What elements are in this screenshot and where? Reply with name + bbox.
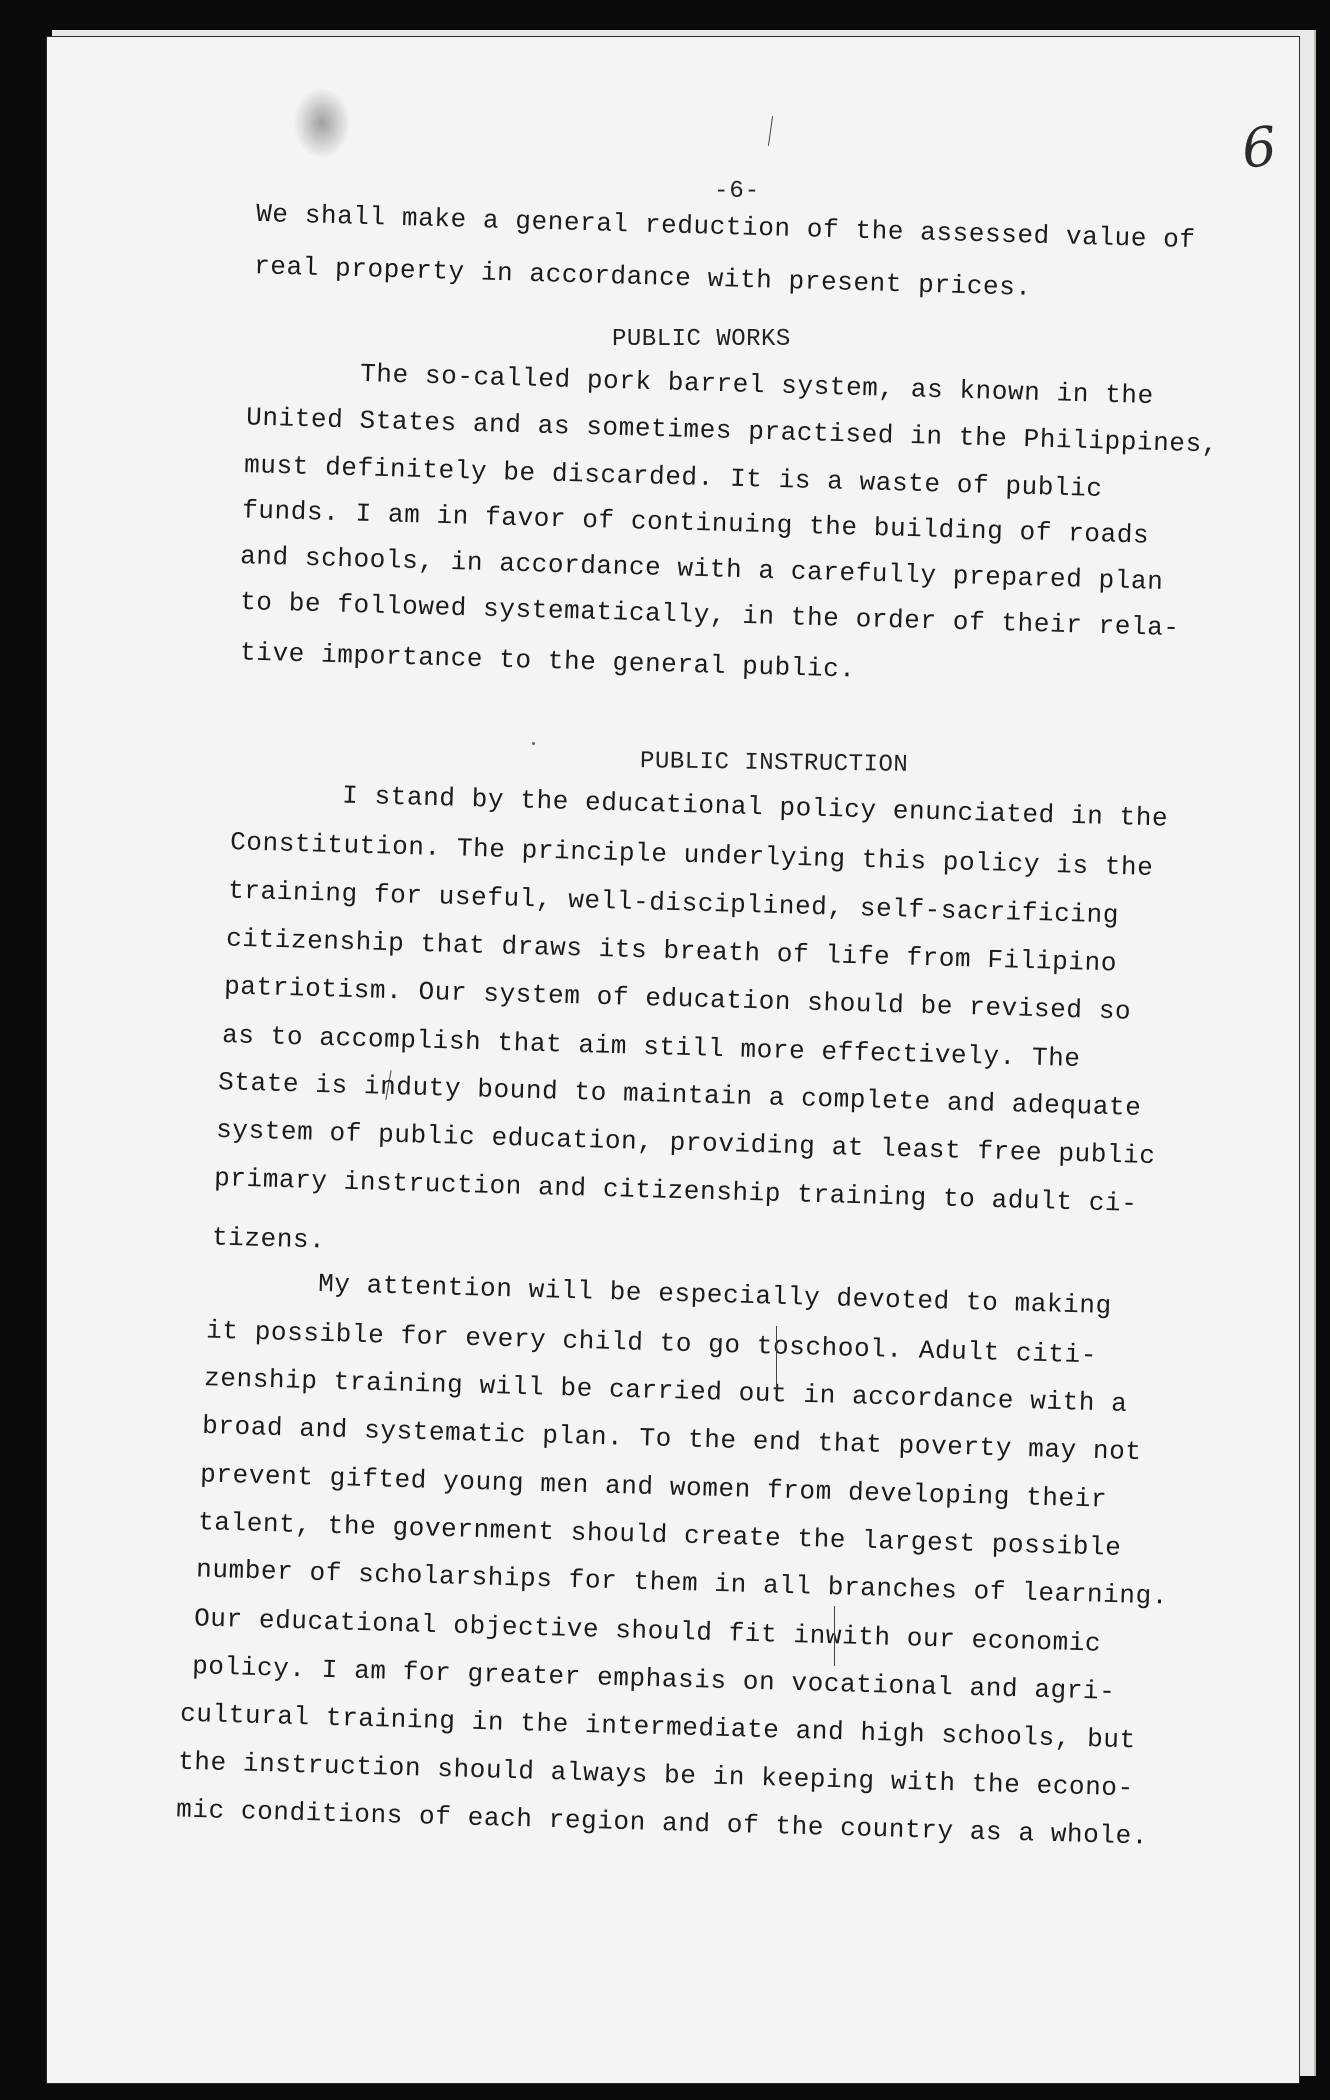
text-line: funds. I am in favor of continuing the building of roads	[241, 495, 1150, 551]
section-heading: PUBLIC WORKS	[612, 326, 791, 353]
text-line: tive importance to the general public.	[239, 637, 857, 685]
text-line: and schools, in accordance with a carefully prepared plan	[239, 541, 1164, 597]
document-page	[46, 36, 1300, 2084]
section-heading: PUBLIC INSTRUCTION	[639, 748, 909, 779]
text-line: We shall make a general reduction of the assessed value of	[255, 198, 1196, 256]
handwritten-folio-number: 6	[1238, 114, 1280, 181]
text-line: Our educational objective should fit inwith our economic	[193, 1603, 1102, 1659]
page-number: -6-	[714, 178, 761, 205]
text-line: number of scholarships for them in all branches of learning.	[195, 1554, 1169, 1612]
pencil-mark	[768, 116, 773, 146]
text-line: policy. I am for greater emphasis on vocational and agri-	[191, 1651, 1116, 1707]
text-line: tizens.	[211, 1222, 326, 1256]
text-line: prevent gifted young men and women from developing their	[199, 1459, 1108, 1515]
text-line: the instruction should always be in keeping with the econo-	[177, 1746, 1135, 1804]
text-line: training for useful, well-disciplined, self-sacrificing	[227, 875, 1120, 931]
pencil-mark	[834, 1606, 835, 1666]
text-line: Constitution. The principle underlying this policy is the	[229, 827, 1154, 883]
ink-speck	[532, 742, 535, 745]
text-line: broad and systematic plan. To the end that poverty may not	[201, 1410, 1142, 1468]
text-line: zenship training will be carried out in accordance with a	[203, 1363, 1128, 1419]
text-line: as to accomplish that aim still more effectively. The	[221, 1020, 1081, 1074]
text-line: it possible for every child to go toschool. Adult citi-	[205, 1315, 1098, 1371]
text-line: must definitely be discarded. It is a waste of public	[243, 450, 1103, 504]
text-line: My attention will be especially devoted to making	[317, 1268, 1113, 1322]
text-line: citizenship that draws its breath of life from Filipino	[225, 923, 1118, 979]
text-line: cultural training in the intermediate and high schools, but	[179, 1698, 1137, 1756]
text-line: real property in accordance with present prices.	[253, 251, 1033, 303]
text-line: primary instruction and citizenship training to adult ci-	[213, 1163, 1138, 1219]
text-line: system of public education, providing at least free public	[215, 1114, 1156, 1172]
text-line: The so-called pork barrel system, as known in the	[359, 358, 1155, 412]
text-line: to be followed systematically, in the order of their rela-	[239, 586, 1180, 644]
text-line: talent, the government should create the largest possible	[197, 1507, 1122, 1563]
text-line: mic conditions of each region and of the country as a whole.	[175, 1794, 1149, 1852]
pencil-mark	[776, 1326, 777, 1390]
ink-smudge	[294, 88, 350, 158]
text-line: State is induty bound to maintain a complete and adequate	[217, 1067, 1142, 1123]
text-line: patriotism. Our system of education should be revised so	[223, 971, 1132, 1027]
text-line: I stand by the educational policy enunciated in the	[341, 780, 1169, 834]
text-line: United States and as sometimes practised in the Philippines,	[245, 402, 1219, 460]
